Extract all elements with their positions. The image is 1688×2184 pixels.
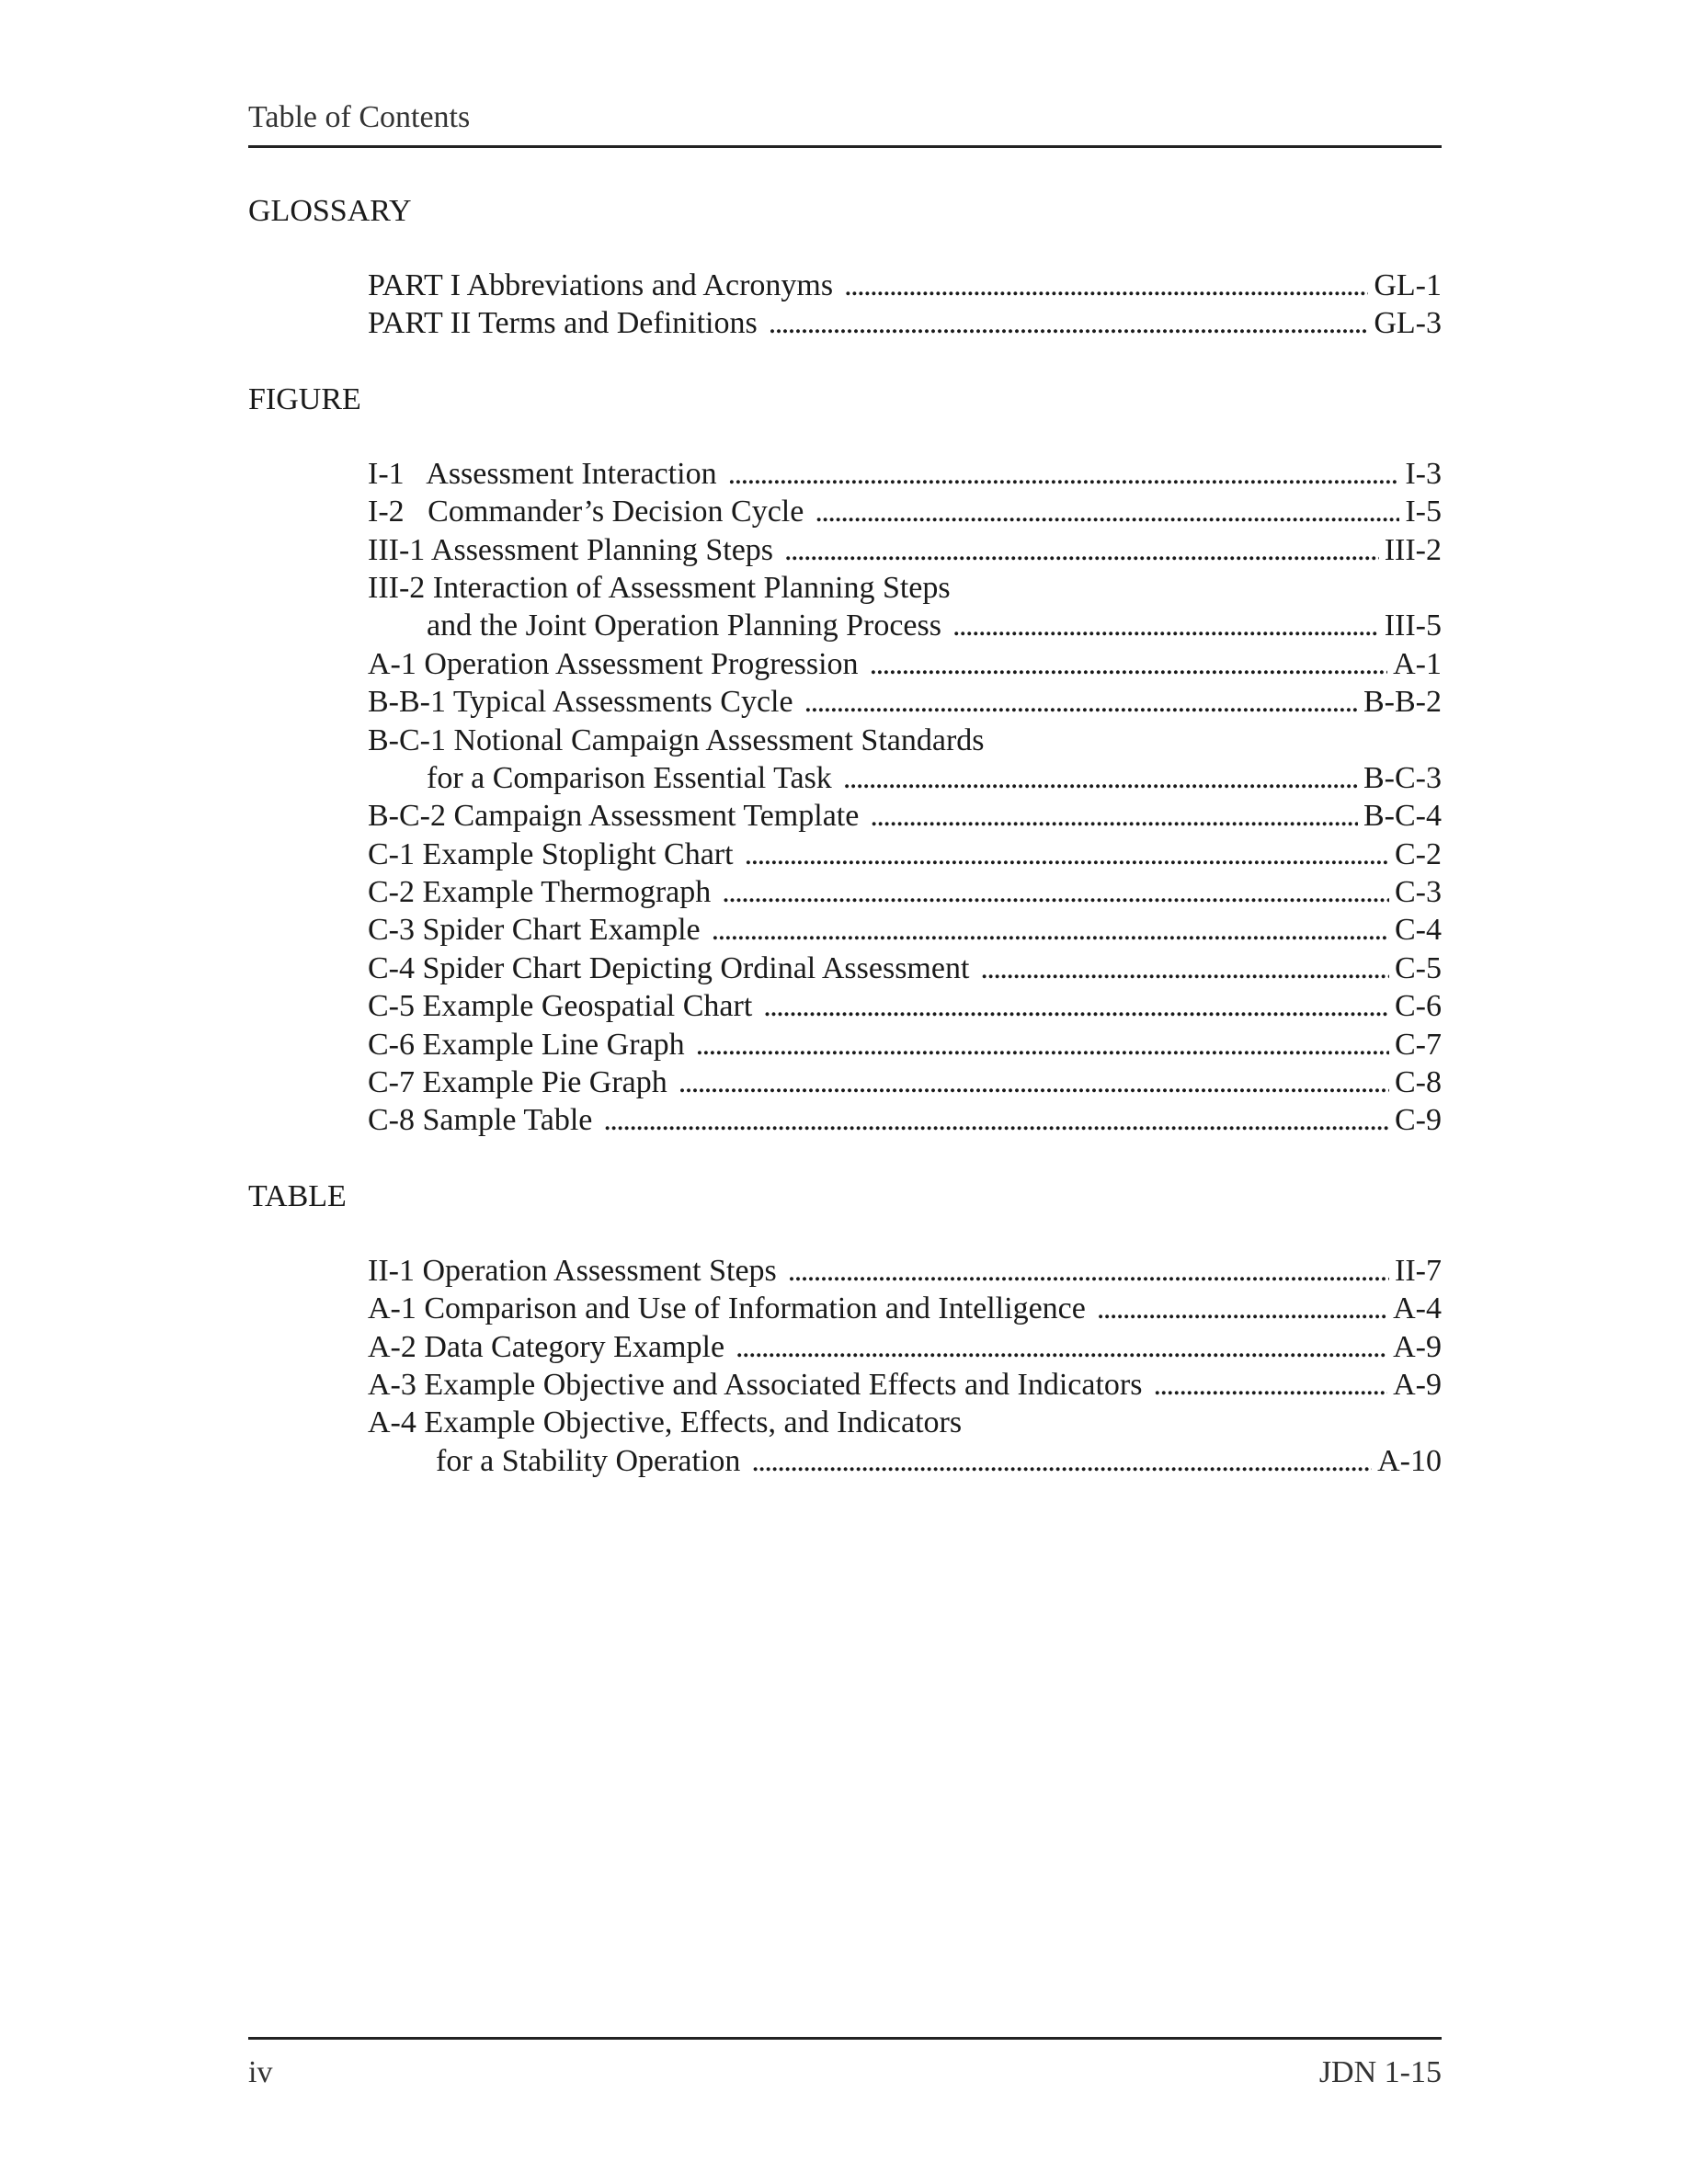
entry-page: A-9 [1393, 1329, 1442, 1364]
entry-title: I-2 Commander’s Decision Cycle [368, 495, 804, 529]
section-heading: TABLE [248, 1178, 347, 1213]
entry-page: I-5 [1405, 495, 1442, 529]
entry-list [368, 267, 1442, 343]
entry-page: A-1 [1393, 646, 1442, 681]
toc-entry[interactable] [368, 645, 1442, 683]
entry-title: C-4 Spider Chart Depicting Ordinal Assessment [368, 950, 970, 985]
entry-title: A-2 Data Category Example [368, 1329, 725, 1364]
entry-page: C-5 [1395, 950, 1442, 985]
entry-page: GL-3 [1374, 306, 1442, 341]
dot-leader [712, 911, 1389, 949]
entry-title: B-B-1 Typical Assessments Cycle [368, 685, 793, 720]
entry-title: C-3 Spider Chart Example [368, 913, 701, 948]
dot-leader [696, 1026, 1389, 1064]
toc-entry[interactable] [368, 797, 1442, 835]
entry-title: C-2 Example Thermograph [368, 875, 712, 910]
entry-page: C-7 [1395, 1027, 1442, 1062]
dot-leader [751, 1442, 1372, 1480]
toc-entry[interactable] [368, 911, 1442, 949]
toc-entry-continuation[interactable] [368, 1442, 1442, 1480]
entry-page: A-4 [1393, 1291, 1442, 1326]
section-heading: GLOSSARY [248, 194, 412, 228]
toc-entry-continuation[interactable] [368, 607, 1442, 644]
entry-page: C-2 [1395, 836, 1442, 871]
entry-page: C-4 [1395, 913, 1442, 948]
page-footer [248, 2037, 1442, 2093]
entry-page: B-B-2 [1363, 685, 1442, 720]
toc-entry-first-line[interactable] [368, 569, 1442, 607]
dot-leader [980, 950, 1389, 987]
dot-leader [952, 607, 1379, 644]
toc-entry[interactable] [368, 531, 1442, 569]
dot-leader [769, 304, 1369, 342]
dot-leader [1153, 1366, 1387, 1404]
entry-title: III-2 Interaction of Assessment Planning Steps [368, 570, 951, 605]
dot-leader [722, 873, 1389, 911]
entry-title: A-1 Comparison and Use of Information and Intelligence [368, 1291, 1086, 1326]
toc-entry-continuation[interactable] [368, 759, 1442, 797]
entry-page: A-10 [1377, 1443, 1442, 1478]
toc-entry[interactable] [368, 267, 1442, 304]
toc-entry[interactable] [368, 1101, 1442, 1139]
dot-leader [870, 645, 1388, 683]
dot-leader [603, 1101, 1389, 1139]
entry-title: C-8 Sample Table [368, 1103, 593, 1138]
entry-page: GL-1 [1374, 268, 1442, 302]
entry-title: B-C-1 Notional Campaign Assessment Standards [368, 722, 985, 757]
toc-entry[interactable] [368, 493, 1442, 530]
toc-entry-first-line[interactable] [368, 722, 1442, 759]
entry-page: III-5 [1384, 609, 1442, 643]
dot-leader [728, 455, 1400, 493]
entry-title: C-7 Example Pie Graph [368, 1065, 667, 1100]
header-title: Table of Contents [248, 100, 471, 134]
entry-title: PART I Abbreviations and Acronyms [368, 268, 834, 302]
dot-leader [1097, 1290, 1387, 1327]
entry-title: C-5 Example Geospatial Chart [368, 989, 753, 1024]
dot-leader [784, 531, 1379, 569]
section-table [248, 1177, 1442, 1480]
entry-page: B-C-4 [1363, 799, 1442, 834]
toc-entry[interactable] [368, 1026, 1442, 1064]
entry-title-continued: for a Comparison Essential Task [427, 760, 832, 795]
entry-title: A-1 Operation Assessment Progression [368, 646, 859, 681]
page-header [248, 97, 1442, 148]
entry-page: C-6 [1395, 989, 1442, 1024]
entry-title: III-1 Assessment Planning Steps [368, 532, 774, 567]
entry-page: III-2 [1384, 532, 1442, 567]
footer-page-number: iv [248, 2055, 273, 2089]
section-heading: FIGURE [248, 381, 361, 416]
entry-page: C-3 [1395, 875, 1442, 910]
dot-leader [843, 759, 1358, 797]
dot-leader [736, 1328, 1387, 1366]
entry-title: PART II Terms and Definitions [368, 306, 758, 341]
toc-entry[interactable] [368, 1252, 1442, 1290]
toc-entry[interactable] [368, 1290, 1442, 1327]
toc-entry[interactable] [368, 987, 1442, 1025]
entry-title: A-4 Example Objective, Effects, and Indicators [368, 1405, 963, 1440]
toc-entry[interactable] [368, 1328, 1442, 1366]
entry-page: A-9 [1393, 1367, 1442, 1402]
toc-entry[interactable] [368, 304, 1442, 342]
toc-entry[interactable] [368, 1064, 1442, 1101]
toc-entry[interactable] [368, 873, 1442, 911]
entry-page: C-8 [1395, 1065, 1442, 1100]
toc-entry[interactable] [368, 683, 1442, 721]
entry-page: II-7 [1395, 1253, 1442, 1288]
dot-leader [804, 683, 1358, 721]
dot-leader [763, 987, 1389, 1025]
dot-leader [844, 267, 1368, 304]
dot-leader [788, 1252, 1389, 1290]
entry-page: B-C-3 [1363, 760, 1442, 795]
entry-title: C-1 Example Stoplight Chart [368, 836, 734, 871]
dot-leader [679, 1064, 1389, 1101]
entry-page: I-3 [1405, 456, 1442, 491]
entry-list [368, 455, 1442, 1140]
entry-title: I-1 Assessment Interaction [368, 456, 717, 491]
entry-title-continued: and the Joint Operation Planning Process [427, 609, 941, 643]
footer-doc-id: JDN 1-15 [1318, 2055, 1442, 2089]
entry-title-continued: for a Stability Operation [436, 1443, 741, 1478]
toc-entry[interactable] [368, 836, 1442, 873]
section-figure [248, 380, 1442, 1140]
toc-entry[interactable] [368, 1366, 1442, 1404]
entry-title: A-3 Example Objective and Associated Effects and Indicators [368, 1367, 1143, 1402]
entry-page: C-9 [1395, 1103, 1442, 1138]
toc-entry[interactable] [368, 950, 1442, 987]
toc-entry[interactable] [368, 455, 1442, 493]
table-of-contents [248, 191, 1442, 1480]
entry-title: C-6 Example Line Graph [368, 1027, 685, 1062]
entry-title: B-C-2 Campaign Assessment Template [368, 799, 860, 834]
dot-leader [870, 797, 1358, 835]
toc-entry-first-line[interactable] [368, 1404, 1442, 1441]
entry-list [368, 1252, 1442, 1480]
dot-leader [815, 493, 1399, 530]
entry-title: II-1 Operation Assessment Steps [368, 1253, 777, 1288]
section-glossary [248, 191, 1442, 343]
dot-leader [745, 836, 1389, 873]
